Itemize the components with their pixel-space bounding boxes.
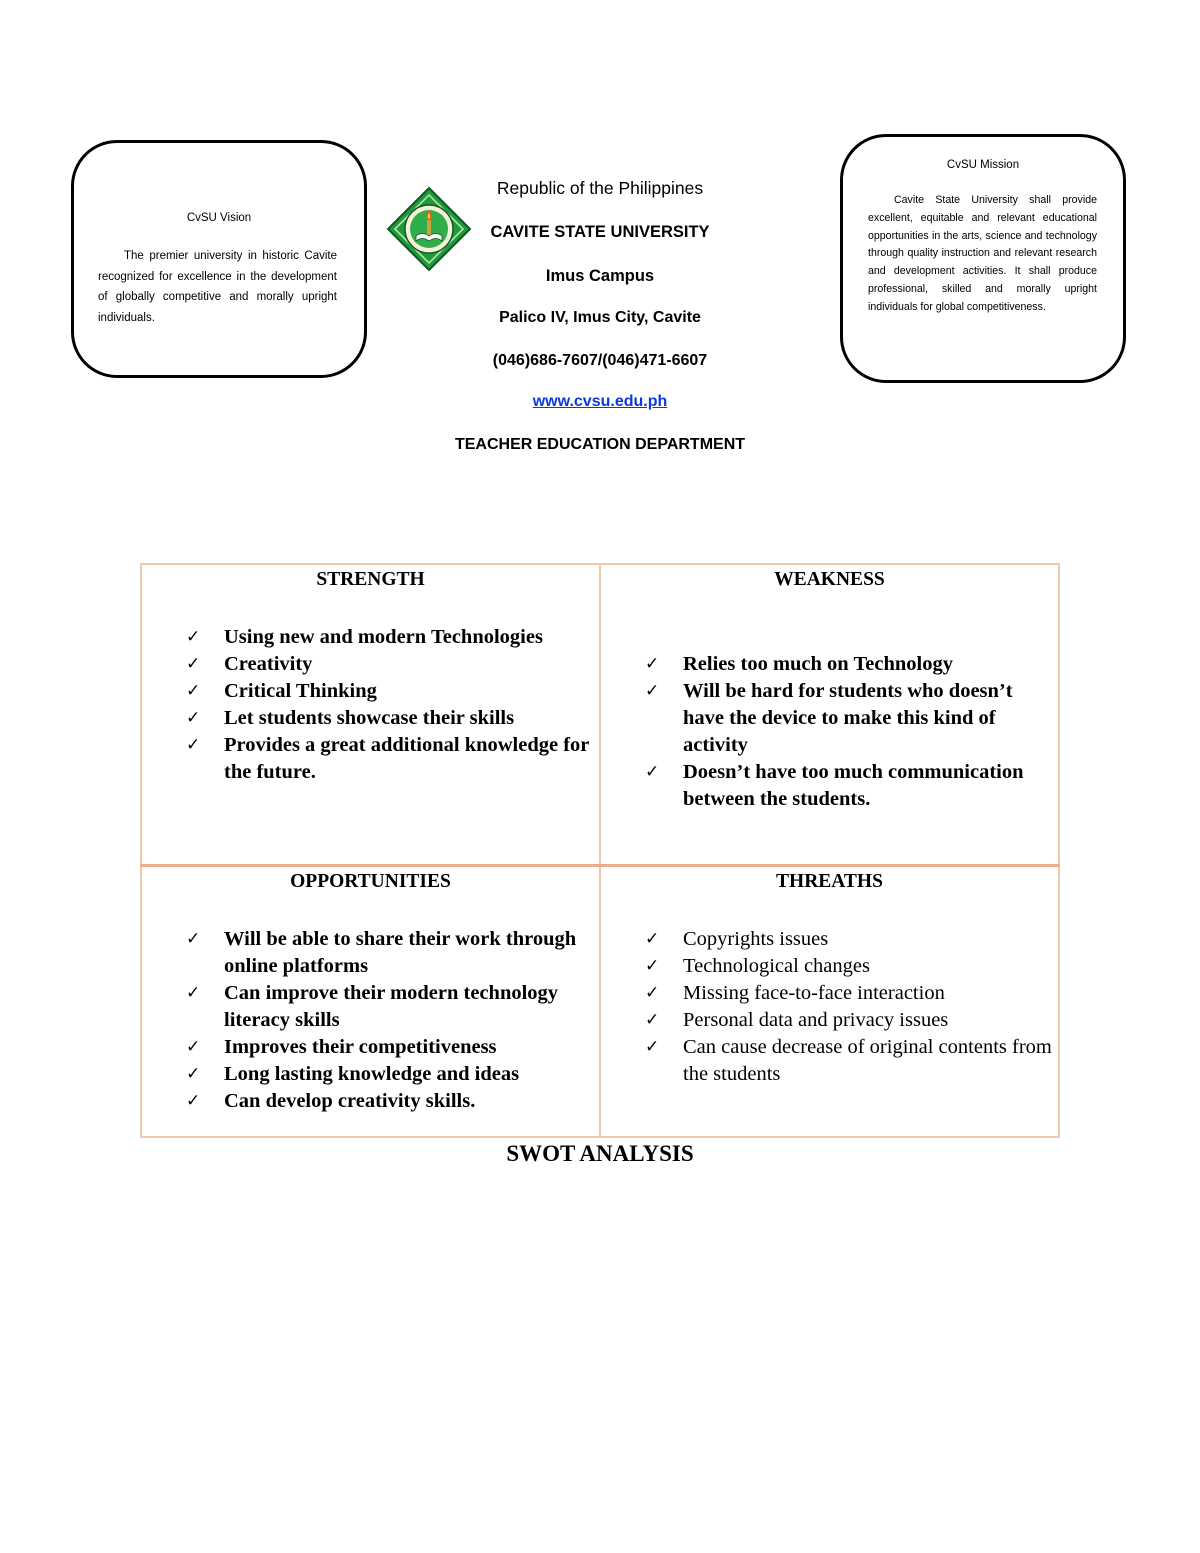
list-item-text: Provides a great additional knowledge for the future. bbox=[224, 734, 590, 783]
check-icon: ✓ bbox=[645, 654, 660, 674]
list-item-text: Using new and modern Technologies bbox=[224, 626, 543, 648]
header-website-link[interactable]: www.cvsu.edu.ph bbox=[532, 393, 668, 410]
list-item-text: Can cause decrease of original contents from the students bbox=[683, 1035, 1052, 1085]
list-item bbox=[645, 759, 1048, 813]
list-item bbox=[645, 1007, 1058, 1034]
mission-title: CvSU Mission bbox=[946, 159, 1020, 171]
list-item bbox=[186, 705, 591, 732]
vision-title: CvSU Vision bbox=[186, 212, 252, 224]
list-item bbox=[645, 678, 1048, 759]
list-item-text: Copyrights issues bbox=[683, 927, 829, 950]
list-item-text: Critical Thinking bbox=[224, 680, 377, 702]
swot-caption: SWOT ANALYSIS bbox=[506, 1141, 694, 1166]
list-item-text: Relies too much on Technology bbox=[683, 653, 953, 675]
check-icon: ✓ bbox=[186, 982, 201, 1003]
check-icon: ✓ bbox=[186, 681, 201, 701]
list-item bbox=[645, 926, 1058, 953]
list-item bbox=[186, 1034, 599, 1061]
check-icon: ✓ bbox=[186, 735, 201, 755]
strength-title: STRENGTH bbox=[316, 569, 425, 590]
list-item bbox=[186, 732, 591, 786]
header-university-name: CAVITE STATE UNIVERSITY bbox=[490, 223, 710, 241]
threats-title: THREATHS bbox=[776, 870, 883, 892]
vision-box bbox=[71, 140, 367, 378]
check-icon: ✓ bbox=[186, 654, 201, 674]
list-item-text: Can develop creativity skills. bbox=[224, 1089, 476, 1112]
weakness-title: WEAKNESS bbox=[774, 569, 885, 590]
check-icon: ✓ bbox=[645, 1036, 660, 1057]
weakness-list bbox=[601, 651, 1058, 813]
list-item bbox=[186, 678, 591, 705]
list-item-text: Will be hard for students who doesn’t have the device to make this kind of activity bbox=[683, 680, 1013, 756]
vision-text: The premier university in historic Cavite recognized for excellence in the development of globally competitive and morally upright individuals. bbox=[98, 250, 337, 324]
header-phone: (046)686-7607/(046)471-6607 bbox=[492, 352, 708, 369]
list-item bbox=[186, 1061, 599, 1088]
check-icon: ✓ bbox=[186, 708, 201, 728]
list-item-text: Doesn’t have too much communication between the students. bbox=[683, 761, 1024, 810]
list-item-text: Let students showcase their skills bbox=[224, 707, 515, 729]
check-icon: ✓ bbox=[645, 1009, 660, 1030]
list-item bbox=[645, 651, 1048, 678]
list-item bbox=[186, 651, 591, 678]
threats-list bbox=[601, 926, 1058, 1088]
swot-table bbox=[140, 563, 1060, 1138]
check-icon: ✓ bbox=[186, 1063, 201, 1084]
list-item bbox=[645, 953, 1058, 980]
weakness-cell bbox=[600, 564, 1059, 865]
check-icon: ✓ bbox=[645, 982, 660, 1003]
list-item bbox=[186, 624, 591, 651]
list-item-text: Creativity bbox=[224, 653, 313, 675]
header-department: TEACHER EDUCATION DEPARTMENT bbox=[454, 436, 746, 453]
list-item-text: Long lasting knowledge and ideas bbox=[224, 1062, 520, 1085]
list-item bbox=[645, 980, 1058, 1007]
opportunities-cell bbox=[141, 865, 600, 1137]
list-item bbox=[186, 926, 599, 980]
check-icon: ✓ bbox=[645, 762, 660, 782]
check-icon: ✓ bbox=[645, 928, 660, 949]
opportunities-list bbox=[142, 926, 599, 1115]
mission-box bbox=[840, 134, 1126, 383]
strength-cell bbox=[141, 564, 600, 865]
header-republic: Republic of the Philippines bbox=[496, 178, 704, 198]
opportunities-title: OPPORTUNITIES bbox=[290, 870, 451, 892]
list-item-text: Missing face-to-face interaction bbox=[683, 981, 945, 1004]
list-item-text: Technological changes bbox=[683, 954, 870, 977]
list-item bbox=[645, 1034, 1058, 1088]
threats-cell bbox=[600, 865, 1059, 1137]
list-item-text: Personal data and privacy issues bbox=[683, 1008, 949, 1031]
list-item-text: Improves their competitiveness bbox=[224, 1035, 497, 1058]
check-icon: ✓ bbox=[186, 627, 201, 647]
mission-text: Cavite State University shall provide excellent, equitable and relevant educational opportunities in the arts, science and technology through quality instruction and relevant research and development activities. It shall produce professional, skilled and morally upright individuals for global competitiveness. bbox=[868, 194, 1097, 313]
check-icon: ✓ bbox=[645, 955, 660, 976]
header-campus: Imus Campus bbox=[545, 267, 655, 285]
check-icon: ✓ bbox=[645, 681, 660, 701]
list-item-text: Will be able to share their work through online platforms bbox=[224, 927, 577, 977]
list-item bbox=[186, 1088, 599, 1115]
check-icon: ✓ bbox=[186, 1090, 201, 1111]
list-item bbox=[186, 980, 599, 1034]
list-item-text: Can improve their modern technology literacy skills bbox=[224, 981, 559, 1031]
check-icon: ✓ bbox=[186, 1036, 201, 1057]
strength-list bbox=[142, 624, 599, 786]
header-address: Palico IV, Imus City, Cavite bbox=[499, 309, 701, 326]
check-icon: ✓ bbox=[186, 928, 201, 949]
